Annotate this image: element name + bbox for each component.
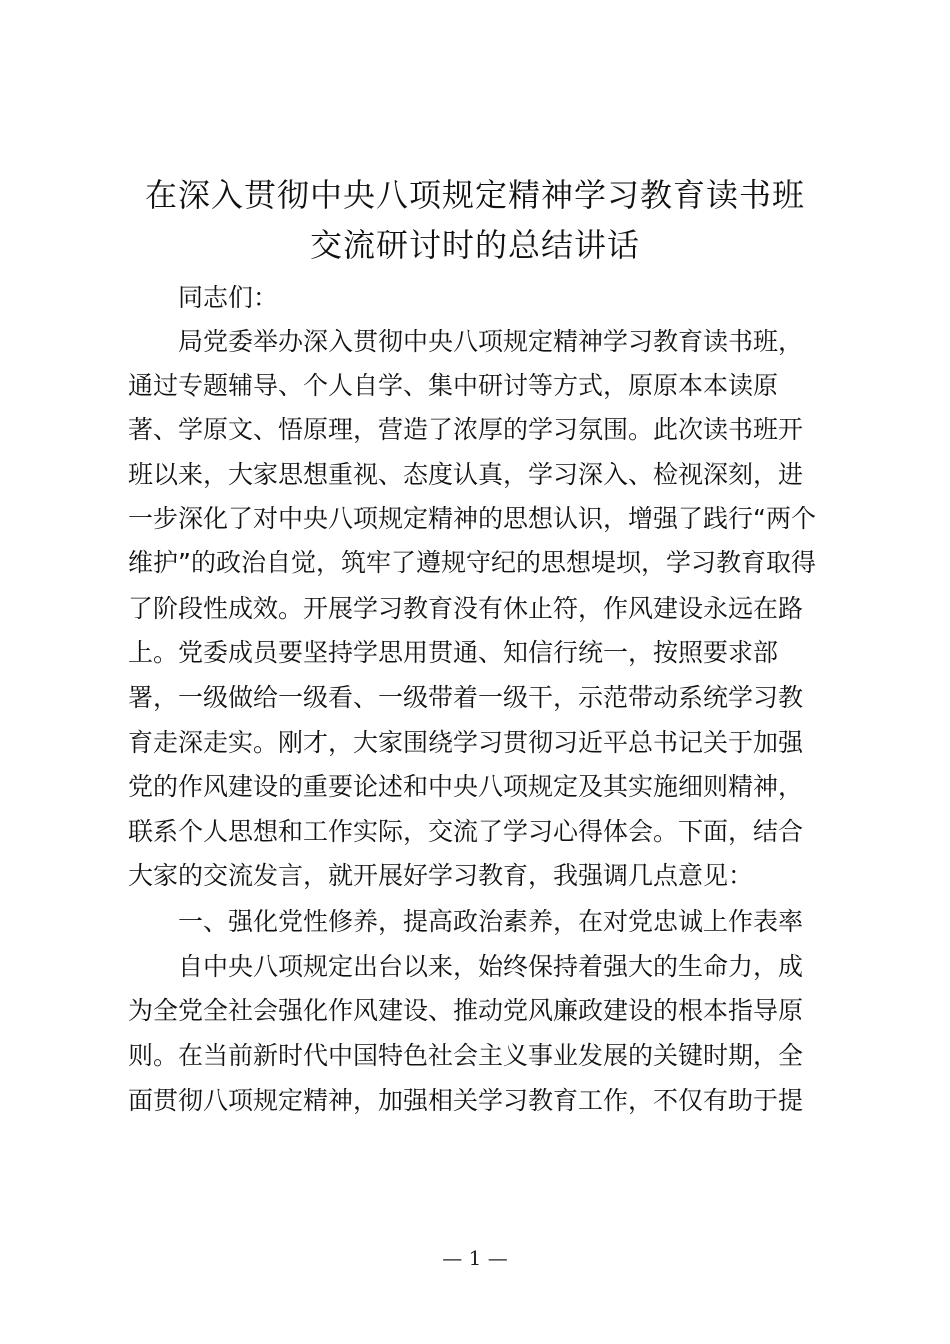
body-line: 自中央八项规定出台以来，始终保持着强大的生命力，成 bbox=[178, 952, 804, 981]
body-line: 通过专题辅导、个人自学、集中研讨等方式，原原本本读原 bbox=[128, 371, 779, 400]
body-line: 为全党全社会强化作风建设、推动党风廉政建设的根本指导原 bbox=[128, 996, 804, 1025]
document-title-line-2: 交流研讨时的总结讲话 bbox=[309, 226, 640, 264]
body-line: 大家的交流发言，就开展好学习教育，我强调几点意见： bbox=[128, 861, 754, 890]
page-number: — 1 — bbox=[442, 1246, 508, 1270]
body-line: 育走深走实。刚才，大家围绕学习贯彻习近平总书记关于加强 bbox=[128, 728, 804, 757]
body-line: 著、学原文、悟原理，营造了浓厚的学习氛围。此次读书班开 bbox=[128, 415, 804, 444]
document-title-line-1: 在深入贯彻中央八项规定精神学习教育读书班 bbox=[144, 176, 805, 214]
body-line: 面贯彻八项规定精神，加强相关学习教育工作，不仅有助于提 bbox=[128, 1086, 804, 1115]
body-line: 联系个人思想和工作实际，交流了学习心得体会。下面，结合 bbox=[128, 817, 804, 846]
section-heading: 一、强化党性修养，提高政治素养，在对党忠诚上作表率 bbox=[178, 907, 804, 936]
body-line: 则。在当前新时代中国特色社会主义事业发展的关键时期，全 bbox=[128, 1041, 804, 1070]
salutation: 同志们： bbox=[178, 283, 279, 312]
body-line: 一步深化了对中央八项规定精神的思想认识，增强了践行“两个 bbox=[128, 504, 816, 533]
body-line: 了阶段性成效。开展学习教育没有休止符，作风建设永远在路 bbox=[128, 594, 804, 623]
body-line: 上。党委成员要坚持学思用贯通、知信行统一，按照要求部 bbox=[128, 638, 779, 667]
body-line: 维护”的政治自觉，筑牢了遵规守纪的思想堤坝，学习教育取得 bbox=[128, 548, 816, 577]
body-line: 局党委举办深入贯彻中央八项规定精神学习教育读书班， bbox=[178, 327, 804, 356]
body-line: 署，一级做给一级看、一级带着一级干，示范带动系统学习教 bbox=[128, 683, 804, 712]
body-line: 党的作风建设的重要论述和中央八项规定及其实施细则精神， bbox=[128, 772, 804, 801]
body-line: 班以来，大家思想重视、态度认真，学习深入、检视深刻，进 bbox=[128, 460, 804, 489]
